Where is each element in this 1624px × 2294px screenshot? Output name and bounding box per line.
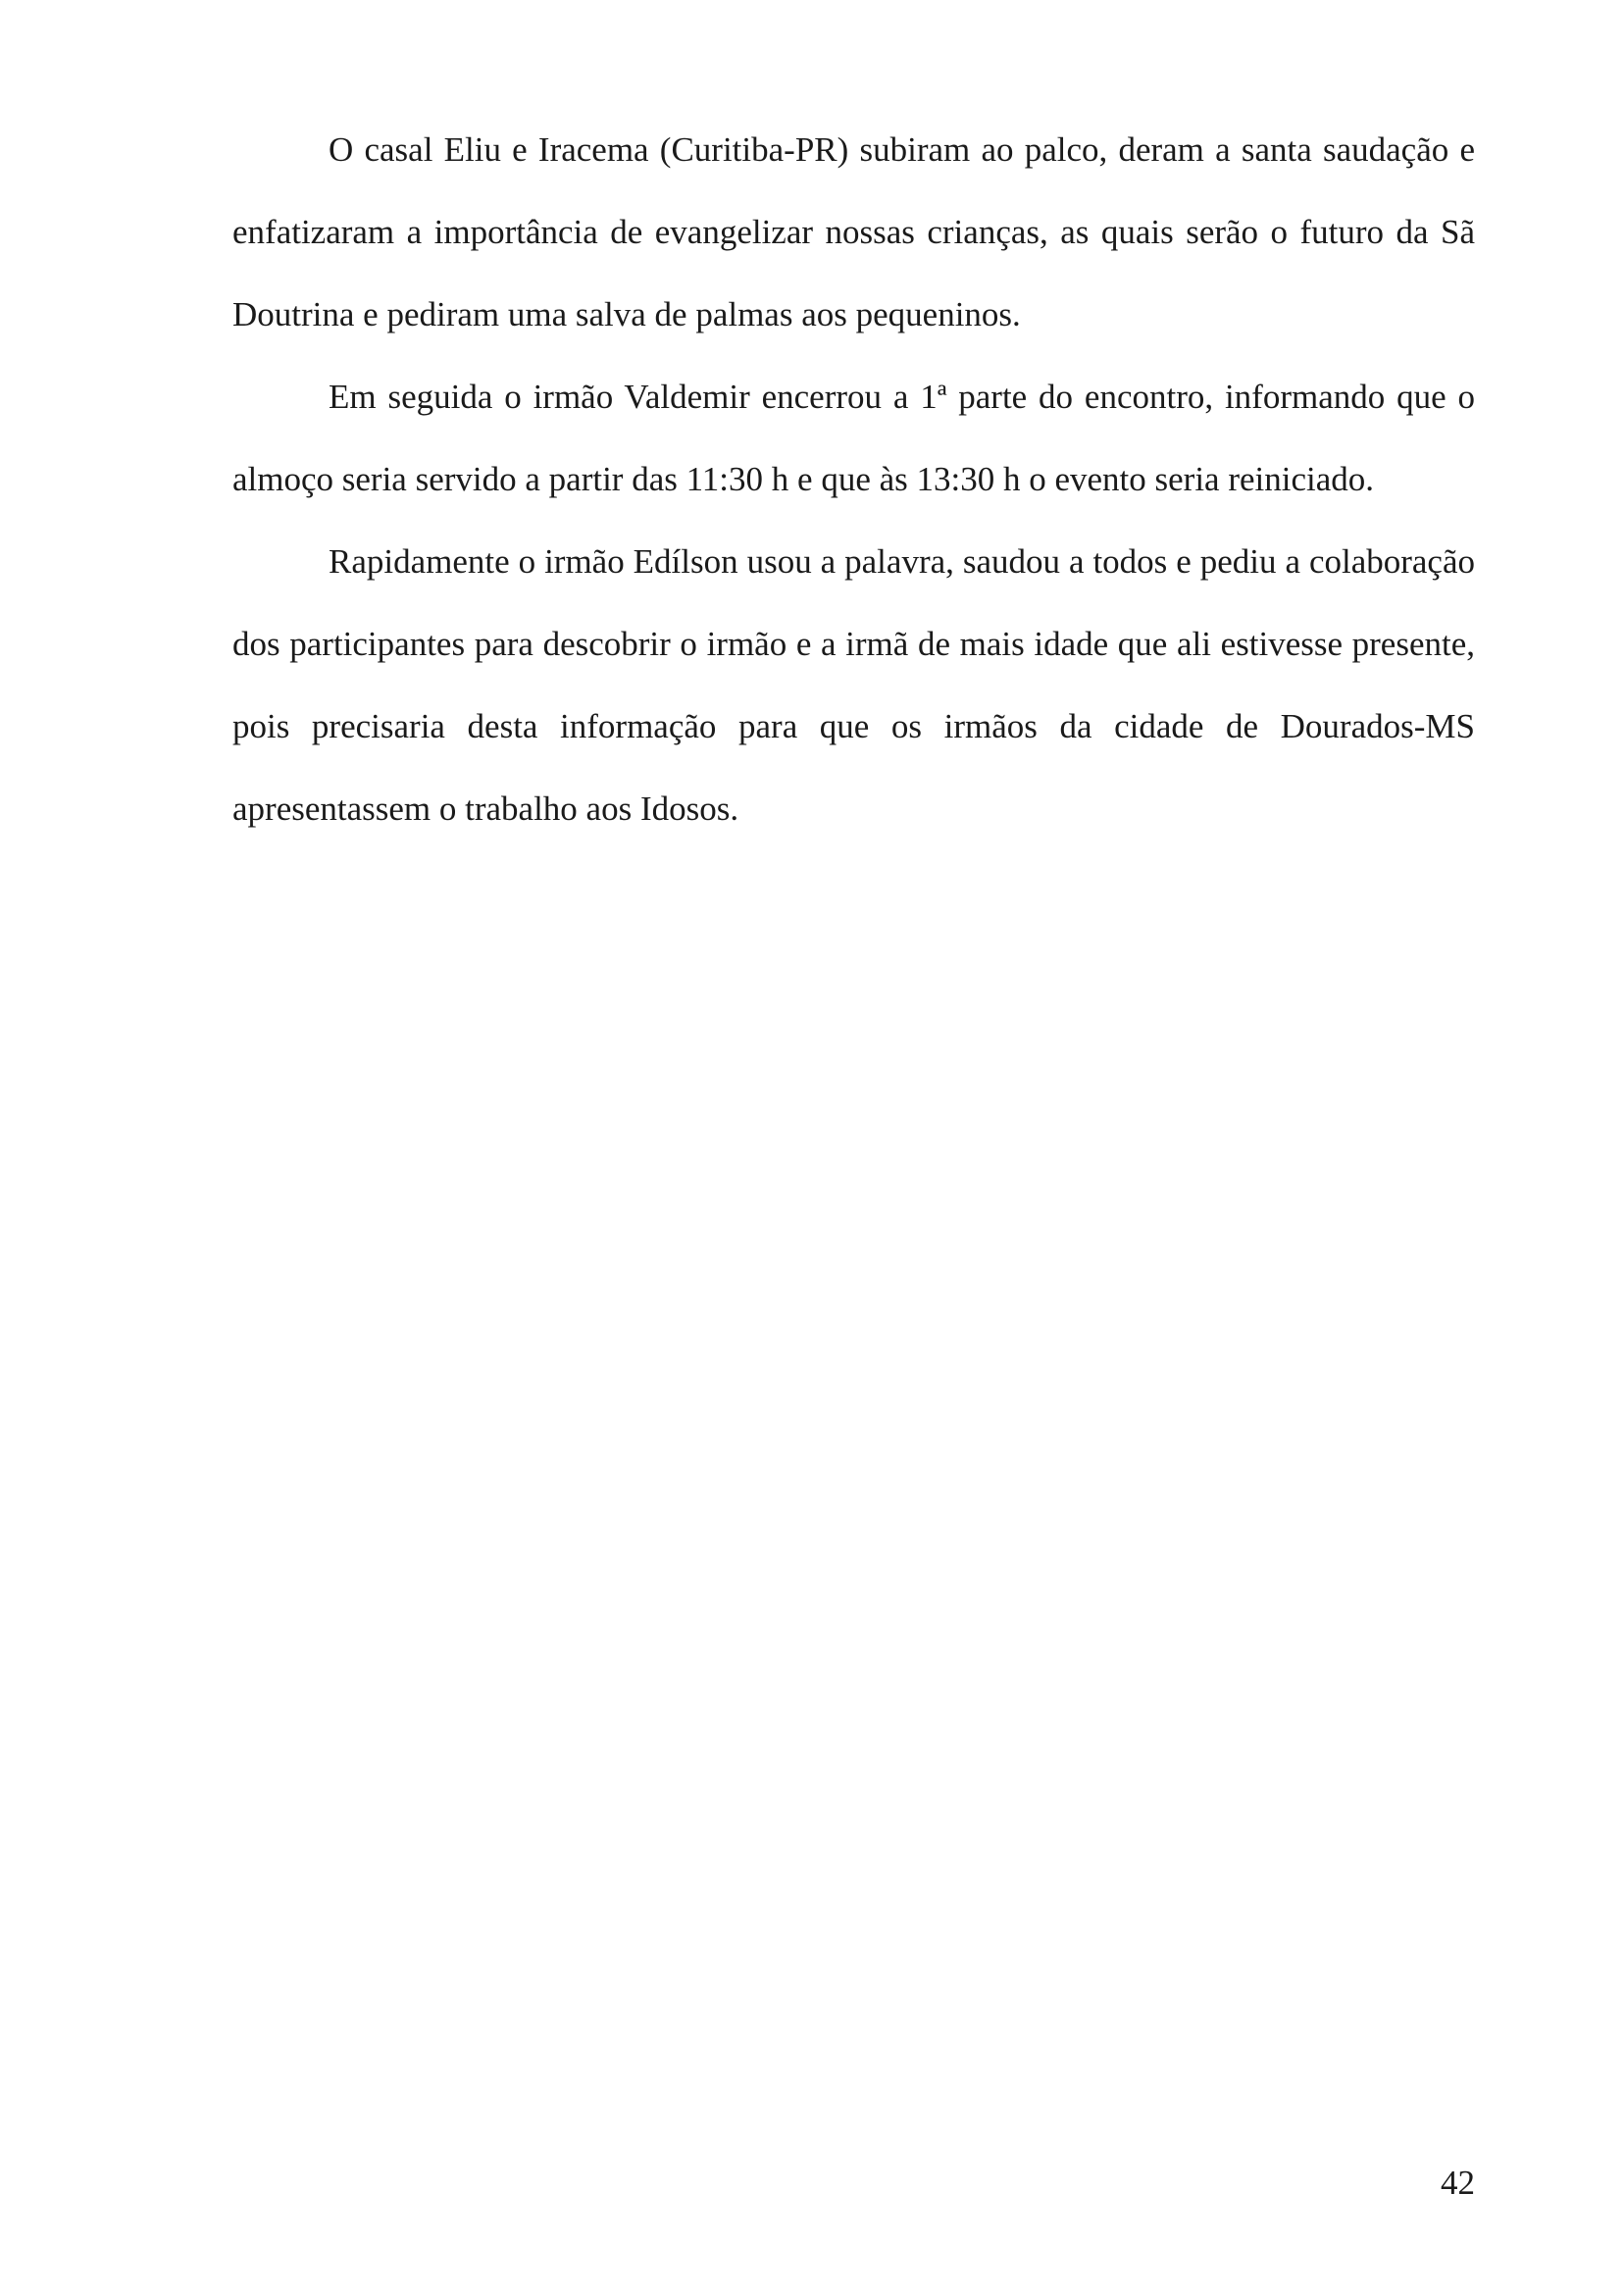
paragraph-1: O casal Eliu e Iracema (Curitiba-PR) subiram ao palco, deram a santa saudação e enfatizaram a importância de evangelizar nossas crianças, as quais serão o futuro da Sã Doutrina e pediram uma salva de palmas aos pequeninos. xyxy=(232,130,1475,333)
paragraph-3: Rapidamente o irmão Edílson usou a palavra, saudou a todos e pediu a colaboração dos participantes para descobrir o irmão e a irmã de mais idade que ali estivesse presente, pois precisaria desta informação para que os irmãos da cidade de Dourados-MS apresentassem o trabalho aos Idosos. xyxy=(232,542,1475,828)
page-number: 42 xyxy=(1441,2164,1475,2202)
body-text xyxy=(232,109,1475,850)
paragraph-2: Em seguida o irmão Valdemir encerrou a 1ª parte do encontro, informando que o almoço seria servido a partir das 11:30 h e que às 13:30 h o evento seria reiniciado. xyxy=(232,378,1475,498)
